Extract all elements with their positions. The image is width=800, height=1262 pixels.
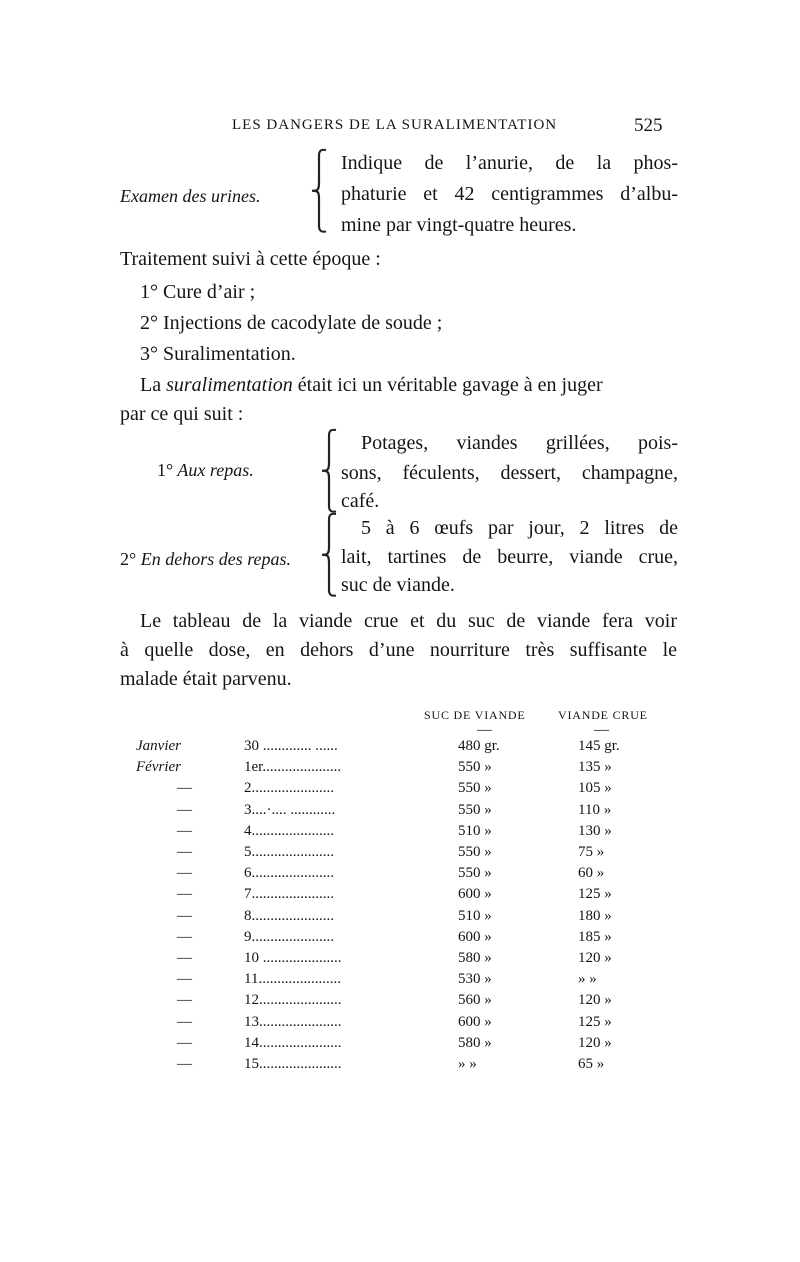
- table-cell-viande: » »: [578, 971, 597, 988]
- meals-2-line-1: 5 à 6 œufs par jour, 2 litres de: [361, 517, 678, 539]
- table-cell-suc: 580 »: [458, 950, 492, 966]
- table-row: [0, 886, 800, 907]
- table-cell-suc: 600 »: [458, 886, 492, 903]
- running-title: LES DANGERS DE LA SURALIMENTATION: [232, 117, 558, 133]
- meals-2-label: [120, 549, 291, 570]
- table-row: [0, 908, 800, 929]
- table-cell-viande: 180 »: [578, 907, 612, 924]
- meals-2-label-text: En dehors des repas.: [140, 549, 292, 569]
- table-cell-day: 7......................: [244, 886, 334, 903]
- table-cell-month: —: [177, 992, 192, 1009]
- treatment-item-2: 2° Injections de cacodylate de soude ;: [140, 312, 443, 334]
- column-header-suc: SUC DE VIANDE: [424, 708, 526, 722]
- table-row: [0, 992, 800, 1013]
- page-header: [0, 117, 800, 137]
- urines-line-3: mine par vingt-quatre heures.: [341, 214, 577, 236]
- table-row: [0, 865, 800, 886]
- brace-icon: ⎧ ⎨ ⎩: [320, 515, 338, 597]
- table-cell-day: 9......................: [244, 928, 334, 945]
- table-cell-day: 30 ............. ......: [244, 738, 338, 754]
- header-dash: —: [477, 722, 492, 738]
- table-row: [0, 738, 800, 759]
- table-cell-suc: 510 »: [458, 822, 492, 839]
- table-cell-month: Janvier: [136, 738, 181, 754]
- table-cell-day: 15......................: [244, 1056, 342, 1072]
- gavage-italic: suralimentation: [166, 374, 293, 396]
- table-cell-viande: 65 »: [578, 1056, 605, 1072]
- table-row: [0, 929, 800, 950]
- table-cell-month: —: [177, 950, 192, 966]
- table-cell-month: Février: [136, 759, 181, 776]
- table-cell-month: —: [177, 780, 192, 797]
- table-cell-day: 8......................: [244, 907, 334, 924]
- meals-1-label-text: Aux repas.: [177, 460, 254, 480]
- table-cell-suc: 550 »: [458, 844, 492, 860]
- table-cell-month: —: [177, 1034, 192, 1051]
- meals-1-line-2: sons, féculents, dessert, champagne,: [341, 462, 678, 484]
- table-cell-month: —: [177, 822, 192, 839]
- gavage-line-1-rest: était ici un véritable gavage à en juger: [297, 374, 603, 396]
- table-cell-viande: 125 »: [578, 886, 612, 903]
- table-row: [0, 971, 800, 992]
- meals-1-label: [157, 460, 254, 481]
- meals-2-line-2: lait, tartines de beurre, viande crue,: [341, 546, 678, 568]
- treatment-item-3: 3° Suralimentation.: [140, 343, 296, 365]
- table-row: [0, 950, 800, 971]
- table-cell-day: 2......................: [244, 780, 334, 797]
- meals-2-line-3: suc de viande.: [341, 574, 455, 596]
- urines-label: Examen des urines.: [120, 186, 261, 206]
- table-cell-month: —: [177, 801, 192, 818]
- table-cell-suc: 580 »: [458, 1034, 492, 1051]
- treatment-intro: Traitement suivi à cette époque :: [120, 248, 381, 270]
- table-cell-suc: » »: [458, 1056, 477, 1072]
- header-dash: —: [594, 722, 609, 738]
- table-cell-month: —: [177, 844, 192, 860]
- table-row: [0, 802, 800, 823]
- table-cell-viande: 130 »: [578, 822, 612, 839]
- table-cell-day: 14......................: [244, 1034, 342, 1051]
- table-cell-day: 13......................: [244, 1013, 342, 1030]
- page-number: 525: [634, 115, 663, 136]
- meals-1-line-1: Potages, viandes grillées, pois-: [361, 432, 678, 454]
- table-cell-viande: 105 »: [578, 780, 612, 797]
- table-cell-month: —: [177, 907, 192, 924]
- meals-1-number: 1°: [157, 460, 174, 480]
- table-cell-day: 6......................: [244, 865, 334, 882]
- table-cell-viande: 120 »: [578, 1034, 612, 1051]
- table-cell-month: —: [177, 971, 192, 988]
- table-cell-month: —: [177, 1056, 192, 1072]
- table-cell-suc: 530 »: [458, 971, 492, 988]
- table-cell-month: —: [177, 886, 192, 903]
- table-cell-day: 11......................: [244, 971, 341, 988]
- meals-2-number: 2°: [120, 549, 137, 569]
- table-cell-month: —: [177, 1013, 192, 1030]
- table-intro-line-1: Le tableau de la viande crue et du suc de viande fera voir: [140, 610, 677, 632]
- urines-line-1: Indique de l’anurie, de la phos-: [341, 152, 678, 174]
- table-intro-line-3: malade était parvenu.: [120, 668, 292, 690]
- urines-line-2: phaturie et 42 centigrammes d’albu-: [341, 183, 678, 205]
- table-row: [0, 759, 800, 780]
- table-cell-day: 5......................: [244, 844, 334, 860]
- table-cell-day: 12......................: [244, 992, 342, 1009]
- table-cell-month: —: [177, 865, 192, 882]
- table-cell-suc: 510 »: [458, 907, 492, 924]
- table-cell-suc: 600 »: [458, 928, 492, 945]
- table-cell-suc: 550 »: [458, 759, 492, 776]
- table-row: [0, 1014, 800, 1035]
- table-cell-suc: 480 gr.: [458, 738, 500, 754]
- table-cell-day: 10 .....................: [244, 950, 342, 966]
- table-row: [0, 844, 800, 865]
- table-row: [0, 823, 800, 844]
- brace-icon: ⎧ ⎨ ⎩: [320, 431, 338, 513]
- gavage-line-1: [140, 374, 603, 397]
- table-cell-viande: 185 »: [578, 928, 612, 945]
- table-cell-suc: 560 »: [458, 992, 492, 1009]
- table-cell-day: 4......................: [244, 822, 334, 839]
- brace-icon: ⎧ ⎨ ⎩: [310, 151, 328, 233]
- table-cell-viande: 75 »: [578, 844, 605, 860]
- table-cell-viande: 110 »: [578, 801, 612, 818]
- table-cell-viande: 145 gr.: [578, 738, 620, 754]
- meals-1-line-3: café.: [341, 490, 380, 512]
- table-cell-suc: 550 »: [458, 801, 492, 818]
- table-row: [0, 1056, 800, 1077]
- table-cell-day: 1er.....................: [244, 759, 342, 776]
- table-cell-viande: 120 »: [578, 950, 612, 966]
- treatment-item-1: 1° Cure d’air ;: [140, 281, 256, 303]
- table-row: [0, 780, 800, 801]
- table-cell-suc: 550 »: [458, 865, 492, 882]
- table-cell-viande: 120 »: [578, 992, 612, 1009]
- table-cell-suc: 600 »: [458, 1013, 492, 1030]
- table-cell-day: 3....·.... ............: [244, 801, 336, 818]
- column-header-viande: VIANDE CRUE: [558, 708, 648, 722]
- gavage-prefix: La: [140, 374, 162, 396]
- table-row: [0, 1035, 800, 1056]
- gavage-line-2: par ce qui suit :: [120, 403, 244, 425]
- table-cell-viande: 125 »: [578, 1013, 612, 1030]
- table-cell-viande: 60 »: [578, 865, 605, 882]
- table-cell-month: —: [177, 928, 192, 945]
- table-intro-line-2: à quelle dose, en dehors d’une nourriture très suffisante le: [120, 639, 677, 661]
- table-cell-viande: 135 »: [578, 759, 612, 776]
- table-cell-suc: 550 »: [458, 780, 492, 797]
